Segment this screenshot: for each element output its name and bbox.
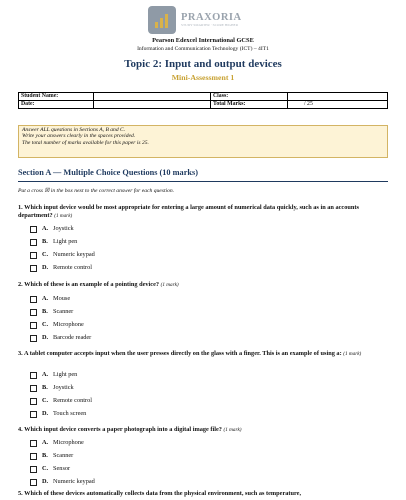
question-4-options [30,437,95,489]
instruction-line: Write your answers clearly in the spaces provided. [22,133,136,140]
student-info-table [18,92,388,109]
date-label: Date: [19,101,94,109]
option-b[interactable]: B. Joystick [30,382,92,395]
question-2-options [30,293,91,345]
option-c[interactable]: C. Numeric keypad [30,249,95,262]
option-d[interactable]: D. Remote control [30,262,95,275]
question-text: 2. Which of these is an example of a pointing device? [18,281,160,288]
checkbox-icon[interactable] [30,296,37,303]
class-field[interactable] [288,93,388,101]
question-1-options [30,223,95,275]
question-text: 5. Which of these devices automatically collects data from the physical environment, such as temperature, [18,490,302,497]
student-name-label: Student Name: [19,93,94,101]
instructions-box [18,125,388,158]
option-d[interactable]: D. Barcode reader [30,332,91,345]
checkbox-icon[interactable] [30,440,37,447]
instruction-line: The total number of marks available for this paper is 25. [22,139,149,146]
section-instruction: Put a cross ☒ in the box next to the correct answer for each question. [18,188,175,194]
option-b[interactable]: B. Scanner [30,450,95,463]
question-text: 1. Which input device would be most appropriate for entering a large amount of numerical data quickly, such as in an accounts department? [18,204,359,220]
checkbox-icon[interactable] [30,453,37,460]
exam-board: Pearson Edexcel International GCSE [152,37,254,44]
question-1 [18,204,388,221]
question-3-options [30,369,92,421]
logo-tagline: STUDY SMARTER · SCORE HIGHER [181,23,239,27]
logo-name: PRAXORIA [181,11,242,23]
question-2 [18,281,388,289]
question-mark: (1 mark) [160,282,179,288]
option-b[interactable]: B. Light pen [30,236,95,249]
checkbox-icon[interactable] [30,252,37,259]
checkbox-icon[interactable] [30,466,37,473]
checkbox-icon[interactable] [30,385,37,392]
option-c[interactable]: C. Sensor [30,463,95,476]
student-name-field[interactable] [94,93,211,101]
question-mark: (1 mark) [223,427,242,433]
question-3 [18,350,388,358]
option-d[interactable]: D. Touch screen [30,408,92,421]
checkbox-icon[interactable] [30,411,37,418]
question-5 [18,490,388,498]
instruction-line: Answer ALL questions in Sections A, B and C. [22,127,126,133]
option-c[interactable]: C. Remote control [30,395,92,408]
mini-assessment-title: Mini-Assessment 1 [171,73,235,82]
question-text: 4. Which input device converts a paper photograph into a digital image file? [18,426,222,433]
question-mark: (1 mark) [54,213,73,220]
question-4 [18,426,388,434]
checkbox-icon[interactable] [30,226,37,233]
question-mark: (1 mark) [343,351,362,357]
section-a-title: Section A — Multiple Choice Questions (10 marks) [18,168,198,177]
checkbox-icon[interactable] [30,322,37,329]
subject-line: Information and Communication Technology (ICT) – 4IT1 [137,46,269,52]
checkbox-icon[interactable] [30,372,37,379]
question-text: 3. A tablet computer accepts input when the user presses directly on the glass with a finger. This is an example of using a: [18,350,342,357]
option-c[interactable]: C. Microphone [30,319,91,332]
checkbox-icon[interactable] [30,309,37,316]
option-a[interactable]: A. Mouse [30,293,91,306]
praxoria-logo [148,6,248,34]
checkbox-icon[interactable] [30,479,37,486]
option-d[interactable]: D. Numeric keypad [30,476,95,489]
checkbox-icon[interactable] [30,239,37,246]
total-marks-label: Total Marks: [211,101,288,109]
topic-title: Topic 2: Input and output devices [124,58,282,70]
total-marks-value: / 25 [288,101,388,109]
option-a[interactable]: A. Joystick [30,223,95,236]
option-b[interactable]: B. Scanner [30,306,91,319]
checkbox-icon[interactable] [30,398,37,405]
option-a[interactable]: A. Microphone [30,437,95,450]
checkbox-icon[interactable] [30,265,37,272]
checkbox-icon[interactable] [30,335,37,342]
bar-chart-logo-icon [148,6,176,34]
class-label: Class: [211,93,288,101]
option-a[interactable]: A. Light pen [30,369,92,382]
section-divider [18,181,388,182]
date-field[interactable] [94,101,211,109]
